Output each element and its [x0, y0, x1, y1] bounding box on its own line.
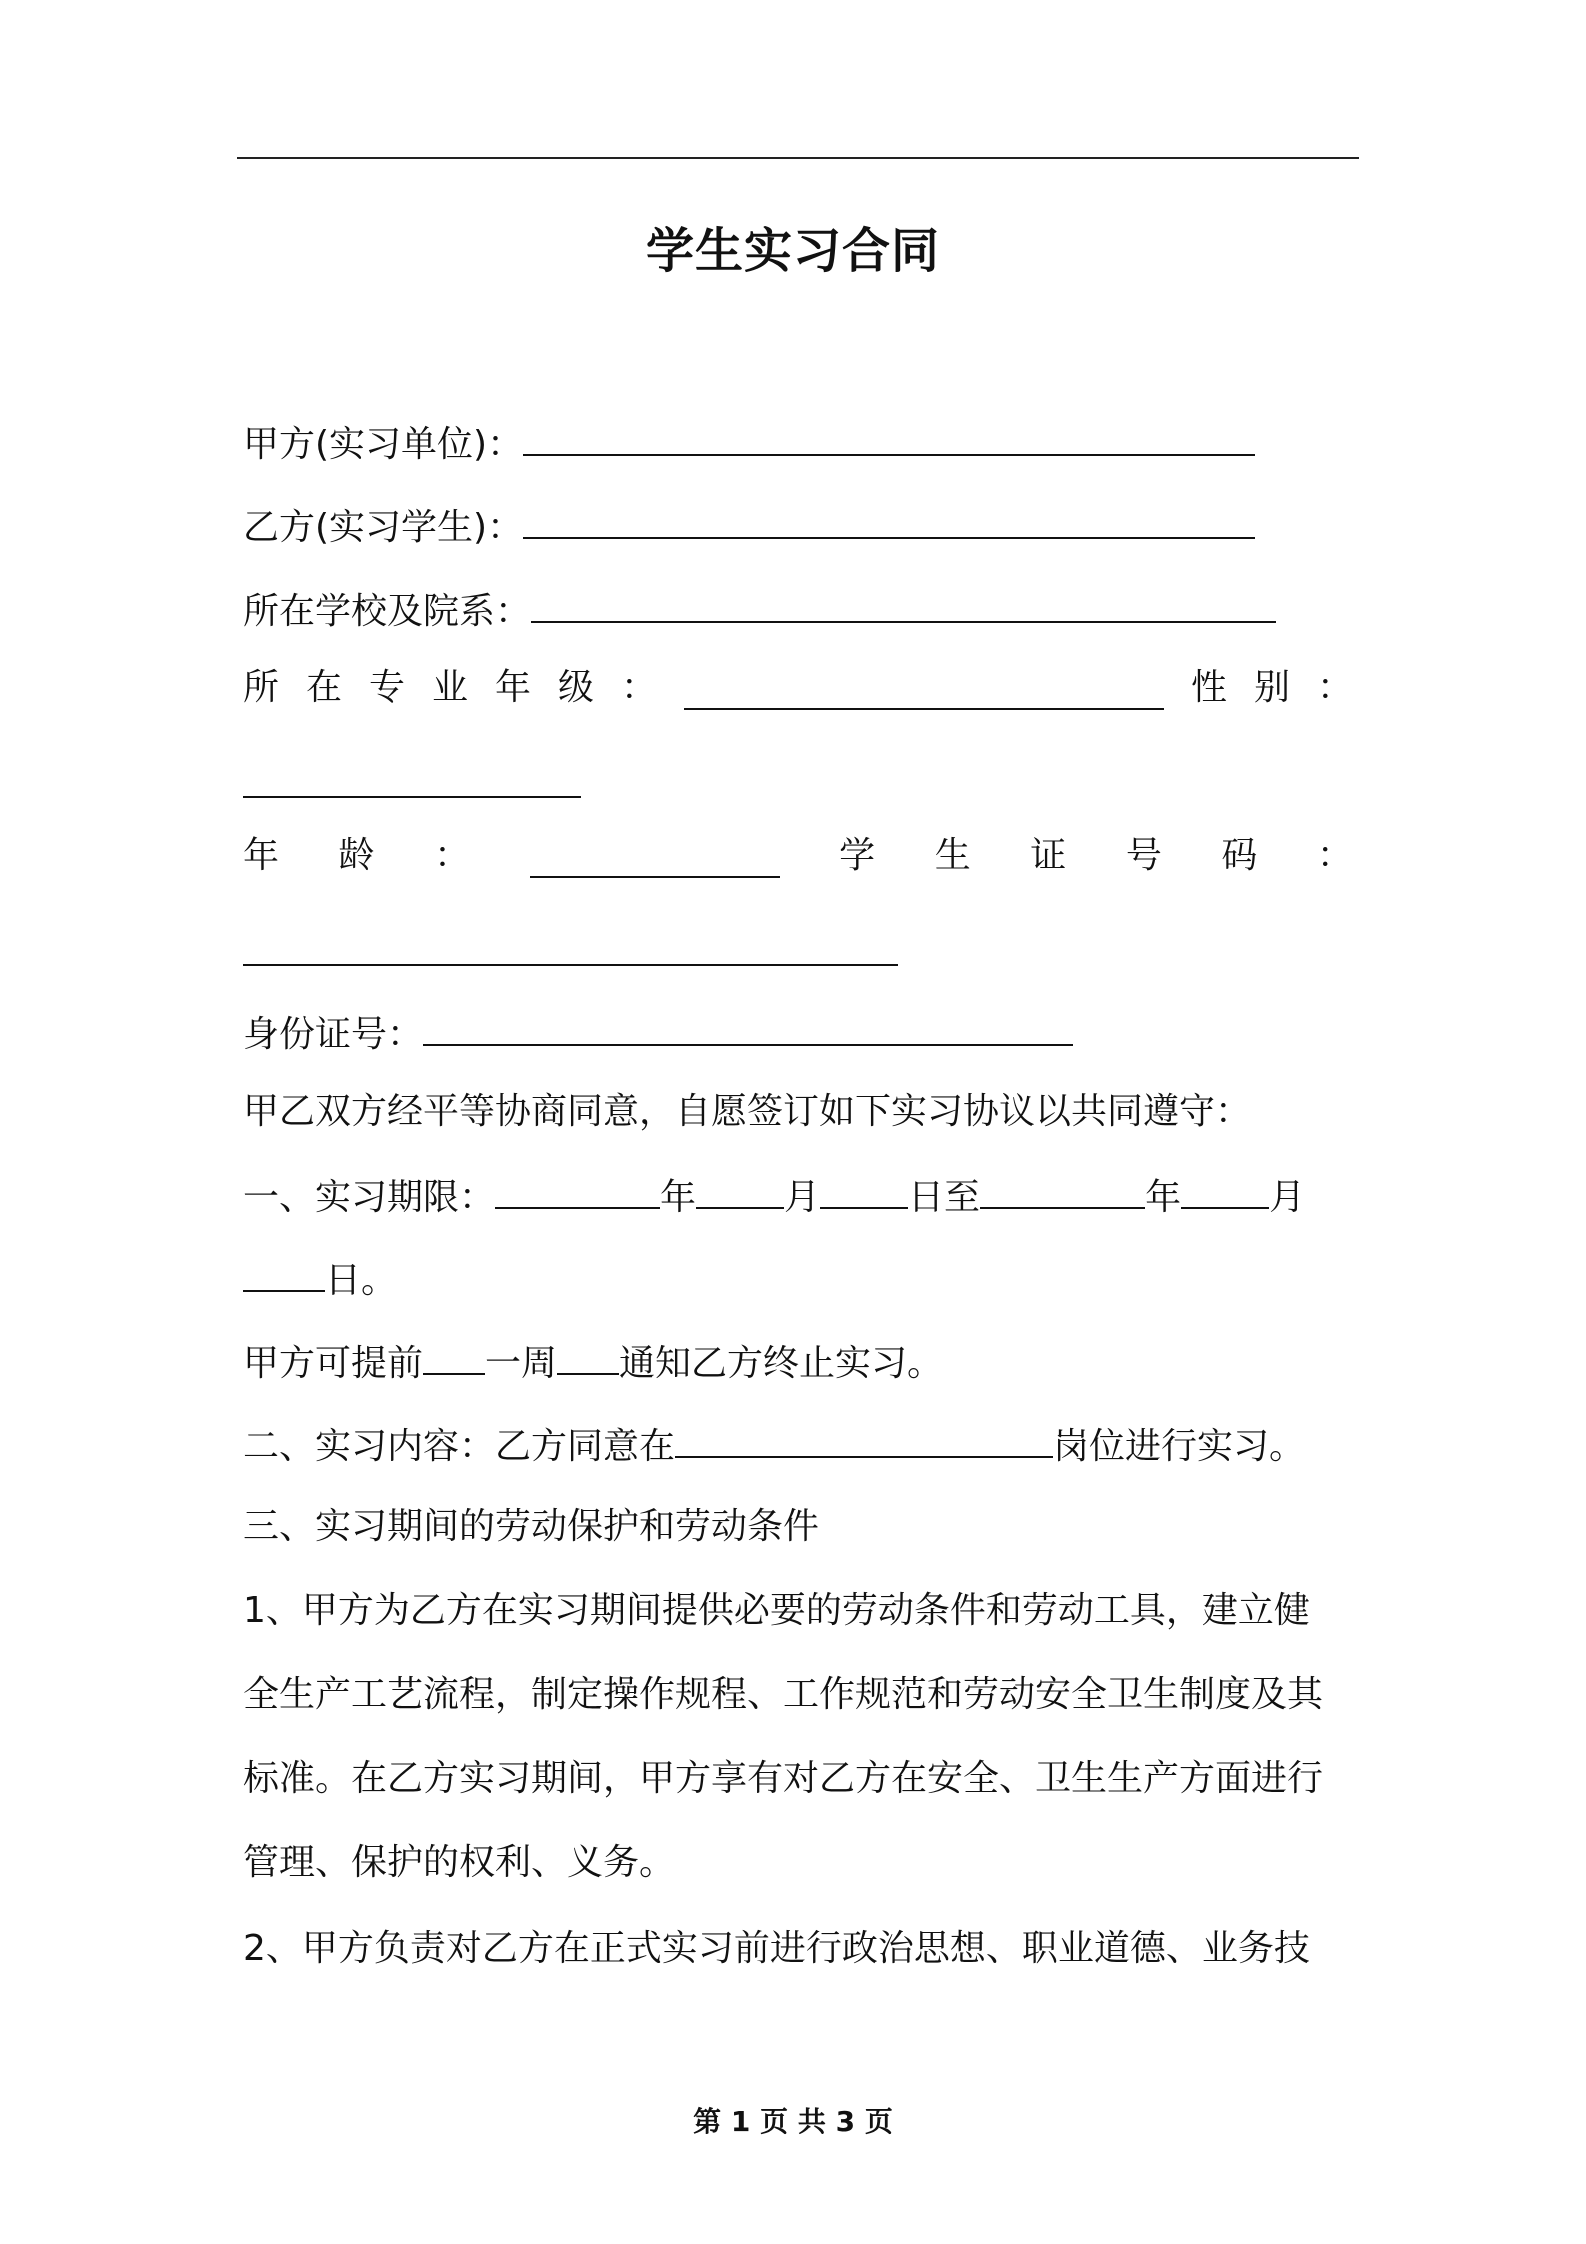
- age-label-char: ：: [434, 835, 471, 876]
- section2-part1: 二、实习内容：乙方同意在: [243, 1426, 676, 1467]
- student-id-blank: [243, 930, 898, 966]
- student-id-blank-line: [243, 930, 898, 977]
- section1-end-line: [243, 1256, 397, 1303]
- gender-label-char: 别: [1253, 667, 1290, 708]
- major-label-char: 业: [432, 667, 469, 708]
- notice-part3: 通知乙方终止实习。: [619, 1343, 944, 1384]
- school-line: [243, 587, 1276, 634]
- party-b-line: [243, 503, 1255, 550]
- party-b-blank: [523, 503, 1255, 539]
- school-label: 所在学校及院系：: [243, 591, 532, 632]
- start-month-unit: 月: [784, 1177, 821, 1218]
- age-label-char: 年: [243, 835, 280, 876]
- major-label-char: ：: [621, 667, 658, 708]
- end-month-unit: 月: [1269, 1177, 1306, 1218]
- student-id-label-char: ：: [1316, 835, 1353, 876]
- id-card-label: 身份证号：: [243, 1014, 424, 1055]
- intro-paragraph: 甲乙双方经平等协商同意，自愿签订如下实习协议以共同遵守：: [243, 1091, 1252, 1132]
- clause1-line: 全生产工艺流程，制定操作规程、工作规范和劳动安全卫生制度及其: [243, 1674, 1324, 1715]
- notice-blank-2: [557, 1339, 619, 1375]
- header-rule: [237, 157, 1359, 159]
- clause1-line: 1、甲方为乙方在实习期间提供必要的劳动条件和劳动工具，建立健: [243, 1590, 1310, 1631]
- notice-blank-1: [423, 1339, 485, 1375]
- age-label-char: 龄: [338, 835, 375, 876]
- party-b-label: 乙方(实习学生)：: [243, 507, 524, 548]
- clause1-line: 标准。在乙方实习期间，甲方享有对乙方在安全、卫生生产方面进行: [243, 1758, 1324, 1799]
- id-card-blank: [423, 1010, 1073, 1046]
- document-title: 学生实习合同: [645, 223, 940, 279]
- start-year-blank: [495, 1173, 660, 1209]
- major-label-char: 所: [243, 667, 280, 708]
- major-label-char: 专: [369, 667, 406, 708]
- party-a-label: 甲方(实习单位)：: [243, 424, 524, 465]
- major-label-char: 级: [558, 667, 595, 708]
- notice-part1: 甲方可提前: [243, 1343, 424, 1384]
- notice-line: [243, 1339, 943, 1386]
- student-id-label-char: 证: [1030, 835, 1067, 876]
- major-grade-blank: [684, 674, 1164, 710]
- start-month-blank: [696, 1173, 784, 1209]
- clause2-line: 2、甲方负责对乙方在正式实习前进行政治思想、职业道德、业务技: [243, 1928, 1310, 1969]
- day-to-text: 日至: [908, 1177, 981, 1218]
- student-id-label-char: 学: [839, 835, 876, 876]
- start-year-unit: 年: [660, 1177, 697, 1218]
- school-blank: [531, 587, 1276, 623]
- section1-label: 一、实习期限：: [243, 1177, 496, 1218]
- section3-title: 三、实习期间的劳动保护和劳动条件: [243, 1506, 820, 1547]
- student-id-label-char: 号: [1125, 835, 1162, 876]
- major-label-char: 年: [495, 667, 532, 708]
- age-student-id-line: [243, 834, 1353, 878]
- gender-blank: [243, 762, 581, 798]
- end-day-blank: [243, 1256, 325, 1292]
- major-gender-line: [243, 666, 1353, 710]
- section2-part2: 岗位进行实习。: [1053, 1426, 1306, 1467]
- gender-blank-line: [243, 762, 581, 809]
- party-a-line: [243, 420, 1255, 467]
- party-a-blank: [523, 420, 1255, 456]
- gender-label-char: 性: [1190, 667, 1227, 708]
- section1-line: [243, 1173, 1305, 1220]
- end-month-blank: [1181, 1173, 1269, 1209]
- major-label-char: 在: [306, 667, 343, 708]
- age-blank: [530, 842, 780, 878]
- notice-part2: 一周: [485, 1343, 558, 1384]
- page-footer: 第 1 页 共 3 页: [693, 2105, 893, 2138]
- gender-label-char: ：: [1316, 667, 1353, 708]
- start-day-blank: [820, 1173, 908, 1209]
- end-year-unit: 年: [1145, 1177, 1182, 1218]
- end-day-unit: 日。: [325, 1260, 398, 1301]
- id-card-line: [243, 1010, 1073, 1057]
- clause1-line: 管理、保护的权利、义务。: [243, 1842, 676, 1883]
- student-id-label-char: 码: [1221, 835, 1258, 876]
- section2-line: [243, 1422, 1305, 1469]
- end-year-blank: [980, 1173, 1145, 1209]
- student-id-label-char: 生: [934, 835, 971, 876]
- position-blank: [675, 1422, 1053, 1458]
